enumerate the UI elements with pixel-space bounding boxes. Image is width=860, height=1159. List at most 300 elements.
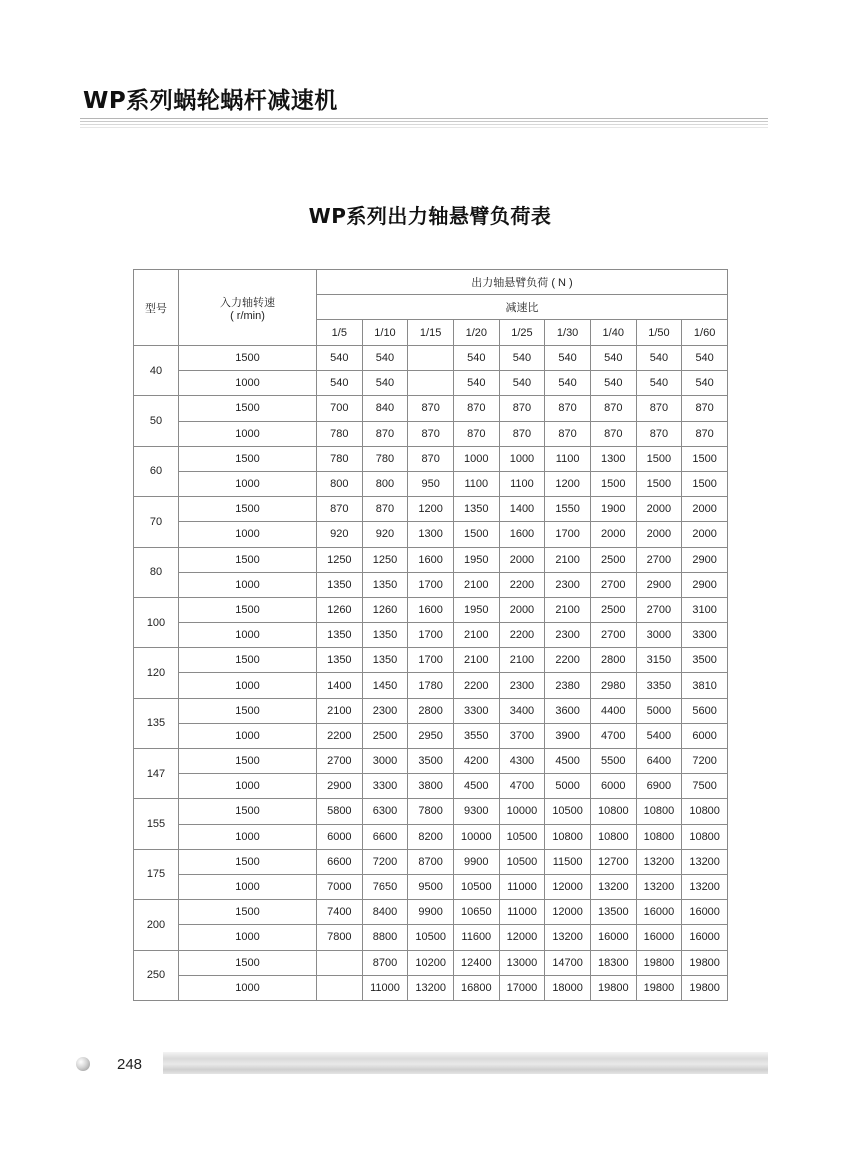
load-value-cell: 870 [453,396,499,421]
load-value-cell: 3000 [362,749,408,774]
load-value-cell: 2100 [317,698,363,723]
speed-cell: 1500 [179,950,317,975]
load-value-cell: 6000 [682,723,728,748]
load-value-cell: 3150 [636,648,682,673]
load-value-cell: 1200 [545,471,591,496]
load-value-cell: 800 [362,471,408,496]
footer-bar [163,1052,768,1074]
load-value-cell: 1350 [453,497,499,522]
load-value-cell: 2000 [499,547,545,572]
load-value-cell: 10650 [453,900,499,925]
load-value-cell: 1500 [682,471,728,496]
load-value-cell: 1260 [362,597,408,622]
ratio-header: 1/5 [317,320,363,346]
load-value-cell: 10000 [453,824,499,849]
table-row [134,471,728,496]
load-value-cell: 780 [362,446,408,471]
load-value-cell: 1100 [545,446,591,471]
load-value-cell: 2900 [636,572,682,597]
load-value-cell: 540 [453,371,499,396]
load-value-cell: 2200 [317,723,363,748]
ratio-header: 1/60 [682,320,728,346]
load-value-cell: 9900 [453,849,499,874]
load-value-cell: 3500 [408,749,454,774]
load-value-cell: 1780 [408,673,454,698]
load-value-cell: 1950 [453,547,499,572]
load-value-cell: 1300 [408,522,454,547]
load-value-cell: 1500 [590,471,636,496]
model-cell: 175 [134,849,179,899]
speed-cell: 1500 [179,497,317,522]
load-value-cell: 2100 [453,572,499,597]
load-value-cell: 4500 [545,749,591,774]
load-value-cell: 4500 [453,774,499,799]
load-value-cell: 2700 [636,547,682,572]
load-value-cell: 920 [317,522,363,547]
load-value-cell: 10800 [590,824,636,849]
load-value-cell: 700 [317,396,363,421]
load-value-cell: 870 [636,396,682,421]
load-value-cell: 1600 [499,522,545,547]
load-value-cell: 13200 [682,874,728,899]
load-value-cell: 540 [453,346,499,371]
load-value-cell: 8700 [362,950,408,975]
load-value-cell: 2300 [499,673,545,698]
load-value-cell: 1500 [636,446,682,471]
model-cell: 200 [134,900,179,950]
load-value-cell: 10800 [682,824,728,849]
load-value-cell: 870 [408,396,454,421]
model-cell: 147 [134,749,179,799]
load-value-cell: 19800 [590,975,636,1000]
table-row [134,824,728,849]
header-input-speed-unit: ( r/min) [230,309,265,322]
load-value-cell: 19800 [636,975,682,1000]
load-value-cell: 8700 [408,849,454,874]
table-row [134,874,728,899]
load-value-cell: 2700 [590,572,636,597]
load-value-cell: 540 [590,371,636,396]
load-value-cell: 1100 [453,471,499,496]
load-value-cell: 10800 [545,824,591,849]
speed-cell: 1000 [179,421,317,446]
load-value-cell: 1250 [362,547,408,572]
load-value-cell: 13200 [682,849,728,874]
load-value-cell: 5000 [636,698,682,723]
load-value-cell: 1450 [362,673,408,698]
load-value-cell: 13200 [408,975,454,1000]
speed-cell: 1500 [179,799,317,824]
load-value-cell: 13200 [545,925,591,950]
model-cell: 70 [134,497,179,547]
header-reduction-ratio: 减速比 [317,295,728,320]
load-value-cell: 3900 [545,723,591,748]
load-value-cell: 4200 [453,749,499,774]
speed-cell: 1000 [179,623,317,648]
load-value-cell: 2300 [545,623,591,648]
speed-cell: 1500 [179,346,317,371]
load-value-cell: 16000 [682,900,728,925]
load-value-cell: 1350 [362,623,408,648]
ratio-header: 1/20 [453,320,499,346]
load-value-cell: 7000 [317,874,363,899]
page-bullet-icon [76,1057,90,1071]
speed-cell: 1500 [179,849,317,874]
model-cell: 60 [134,446,179,496]
load-value-cell: 2700 [590,623,636,648]
load-value-cell: 18000 [545,975,591,1000]
load-value-cell: 3400 [499,698,545,723]
load-value-cell: 8200 [408,824,454,849]
table-row [134,371,728,396]
load-value-cell: 870 [317,497,363,522]
model-cell: 40 [134,346,179,396]
load-value-cell [408,371,454,396]
load-value-cell: 3550 [453,723,499,748]
load-value-cell: 800 [317,471,363,496]
load-value-cell: 2000 [590,522,636,547]
load-value-cell: 10800 [590,799,636,824]
load-value-cell: 5000 [545,774,591,799]
load-value-cell: 9900 [408,900,454,925]
load-value-cell: 19800 [682,950,728,975]
load-value-cell: 13000 [499,950,545,975]
load-value-cell: 13200 [636,849,682,874]
load-value-cell: 5500 [590,749,636,774]
load-value-cell: 1950 [453,597,499,622]
load-value-cell: 540 [682,346,728,371]
load-value-cell: 7400 [317,900,363,925]
load-value-cell: 3100 [682,597,728,622]
load-value-cell: 3300 [362,774,408,799]
load-value-cell: 3300 [453,698,499,723]
page-header-title: WP系列蜗轮蜗杆减速机 [83,88,338,114]
load-value-cell: 5400 [636,723,682,748]
load-value-cell: 540 [545,371,591,396]
load-value-cell: 540 [682,371,728,396]
load-value-cell: 6900 [636,774,682,799]
load-value-cell: 3800 [408,774,454,799]
load-value-cell: 6600 [317,849,363,874]
load-value-cell: 1500 [453,522,499,547]
load-value-cell: 3810 [682,673,728,698]
ratio-header: 1/10 [362,320,408,346]
load-value-cell: 1350 [317,623,363,648]
speed-cell: 1000 [179,874,317,899]
load-value-cell: 6300 [362,799,408,824]
load-value-cell: 16000 [636,925,682,950]
table-row [134,975,728,1000]
load-value-cell: 1300 [590,446,636,471]
load-value-cell: 10500 [453,874,499,899]
model-cell: 120 [134,648,179,698]
table-row [134,900,728,925]
table-row [134,925,728,950]
load-value-cell: 2300 [362,698,408,723]
model-cell: 100 [134,597,179,647]
load-value-cell: 540 [499,346,545,371]
speed-cell: 1500 [179,597,317,622]
load-value-cell: 19800 [636,950,682,975]
load-value-cell: 13200 [636,874,682,899]
model-cell: 250 [134,950,179,1001]
load-value-cell: 1000 [499,446,545,471]
load-value-cell: 2000 [636,497,682,522]
load-value-cell: 2800 [408,698,454,723]
load-value-cell: 540 [636,371,682,396]
load-value-cell: 11000 [499,874,545,899]
speed-cell: 1500 [179,396,317,421]
load-value-cell: 2500 [362,723,408,748]
load-value-cell: 870 [545,396,591,421]
load-value-cell: 17000 [499,975,545,1000]
table-row [134,648,728,673]
speed-cell: 1000 [179,471,317,496]
load-value-cell: 10800 [682,799,728,824]
load-value-cell: 540 [317,346,363,371]
overhung-load-table [133,269,728,1001]
load-value-cell: 1000 [453,446,499,471]
load-value-cell [408,346,454,371]
load-value-cell: 1700 [408,623,454,648]
speed-cell: 1000 [179,975,317,1000]
load-value-cell: 2900 [682,572,728,597]
load-value-cell: 870 [408,421,454,446]
load-value-cell: 10500 [408,925,454,950]
load-value-cell: 10500 [499,849,545,874]
load-value-cell: 12000 [499,925,545,950]
load-value-cell: 5600 [682,698,728,723]
load-value-cell: 7200 [362,849,408,874]
load-value-cell: 1700 [408,648,454,673]
load-value-cell: 540 [362,346,408,371]
speed-cell: 1500 [179,749,317,774]
load-value-cell: 16000 [636,900,682,925]
speed-cell: 1500 [179,900,317,925]
load-value-cell: 11000 [362,975,408,1000]
table-row [134,522,728,547]
load-value-cell: 870 [408,446,454,471]
load-value-cell: 1100 [499,471,545,496]
load-value-cell: 3350 [636,673,682,698]
load-value-cell: 2900 [317,774,363,799]
load-value-cell: 1260 [317,597,363,622]
load-value-cell: 870 [545,421,591,446]
load-value-cell: 2500 [590,547,636,572]
load-value-cell: 2500 [590,597,636,622]
table-row [134,421,728,446]
load-value-cell: 13500 [590,900,636,925]
speed-cell: 1500 [179,446,317,471]
table-row [134,799,728,824]
load-value-cell: 2900 [682,547,728,572]
load-value-cell: 870 [682,421,728,446]
load-value-cell: 870 [590,421,636,446]
load-value-cell: 780 [317,446,363,471]
load-value-cell: 18300 [590,950,636,975]
load-value-cell: 1700 [545,522,591,547]
table-row [134,446,728,471]
speed-cell: 1000 [179,673,317,698]
load-value-cell: 4700 [499,774,545,799]
load-value-cell: 7200 [682,749,728,774]
load-value-cell: 870 [362,421,408,446]
load-value-cell: 13200 [590,874,636,899]
load-value-cell: 870 [636,421,682,446]
load-value-cell: 1500 [682,446,728,471]
load-value-cell: 870 [682,396,728,421]
load-value-cell: 2700 [636,597,682,622]
table-row [134,849,728,874]
load-value-cell: 1350 [362,648,408,673]
speed-cell: 1500 [179,698,317,723]
model-cell: 50 [134,396,179,446]
load-value-cell: 870 [362,497,408,522]
table-row [134,723,728,748]
load-value-cell: 870 [590,396,636,421]
load-value-cell: 2200 [545,648,591,673]
load-value-cell: 2000 [499,597,545,622]
load-value-cell: 4700 [590,723,636,748]
load-value-cell: 16000 [590,925,636,950]
load-value-cell: 12000 [545,874,591,899]
load-value-cell: 2950 [408,723,454,748]
speed-cell: 1500 [179,547,317,572]
load-value-cell: 840 [362,396,408,421]
load-value-cell: 540 [317,371,363,396]
load-value-cell: 4400 [590,698,636,723]
load-value-cell: 2380 [545,673,591,698]
speed-cell: 1000 [179,572,317,597]
load-value-cell: 2100 [499,648,545,673]
ratio-header: 1/30 [545,320,591,346]
load-value-cell: 2800 [590,648,636,673]
speed-cell: 1000 [179,774,317,799]
load-value-cell: 14700 [545,950,591,975]
load-value-cell: 7650 [362,874,408,899]
load-value-cell: 780 [317,421,363,446]
load-value-cell: 10800 [636,799,682,824]
load-value-cell: 2100 [545,597,591,622]
load-value-cell: 950 [408,471,454,496]
load-value-cell: 2000 [682,522,728,547]
load-value-cell: 1350 [317,572,363,597]
load-value-cell: 1250 [317,547,363,572]
load-value-cell: 870 [499,396,545,421]
load-value-cell: 2700 [317,749,363,774]
load-value-cell [317,975,363,1000]
load-value-cell: 5800 [317,799,363,824]
load-value-cell: 10500 [545,799,591,824]
table-row [134,572,728,597]
load-value-cell: 1500 [636,471,682,496]
header-rule [80,118,768,130]
load-value-cell: 3700 [499,723,545,748]
load-value-cell: 1400 [499,497,545,522]
load-value-cell: 19800 [682,975,728,1000]
table-row [134,698,728,723]
table-row [134,950,728,975]
table-row [134,497,728,522]
load-value-cell: 540 [545,346,591,371]
load-value-cell: 1900 [590,497,636,522]
load-value-cell: 3300 [682,623,728,648]
load-value-cell: 11600 [453,925,499,950]
load-value-cell: 4300 [499,749,545,774]
table-row [134,673,728,698]
table-row [134,396,728,421]
ratio-header: 1/25 [499,320,545,346]
table-title: WP系列出力轴悬臂负荷表 [308,204,552,228]
load-value-cell: 2200 [499,572,545,597]
header-input-speed [179,270,317,346]
load-value-cell: 10800 [636,824,682,849]
model-cell: 155 [134,799,179,849]
load-value-cell: 7500 [682,774,728,799]
load-value-cell: 9300 [453,799,499,824]
load-value-cell: 540 [636,346,682,371]
table-row [134,346,728,371]
load-value-cell: 870 [453,421,499,446]
load-value-cell: 7800 [317,925,363,950]
load-value-cell: 2100 [545,547,591,572]
load-value-cell: 2100 [453,648,499,673]
load-value-cell: 540 [590,346,636,371]
ratio-header: 1/50 [636,320,682,346]
load-value-cell: 870 [499,421,545,446]
load-value-cell: 2000 [636,522,682,547]
header-overhung-load: 出力轴悬臂负荷 ( N ) [317,270,728,295]
load-value-cell: 8800 [362,925,408,950]
load-value-cell: 1700 [408,572,454,597]
ratio-header: 1/15 [408,320,454,346]
load-value-cell: 7800 [408,799,454,824]
load-value-cell: 16800 [453,975,499,1000]
table-row [134,774,728,799]
load-value-cell: 12400 [453,950,499,975]
model-cell: 135 [134,698,179,748]
model-cell: 80 [134,547,179,597]
load-value-cell: 2000 [682,497,728,522]
load-value-cell: 1350 [362,572,408,597]
load-value-cell: 11000 [499,900,545,925]
header-model: 型号 [134,270,179,346]
load-value-cell: 16000 [682,925,728,950]
load-value-cell: 1600 [408,547,454,572]
load-value-cell: 12700 [590,849,636,874]
speed-cell: 1000 [179,371,317,396]
load-value-cell: 3600 [545,698,591,723]
speed-cell: 1000 [179,522,317,547]
load-value-cell: 6000 [590,774,636,799]
speed-cell: 1000 [179,824,317,849]
load-value-cell: 6600 [362,824,408,849]
load-value-cell: 1200 [408,497,454,522]
load-value-cell: 11500 [545,849,591,874]
table-row [134,749,728,774]
load-value-cell: 1400 [317,673,363,698]
load-value-cell: 3500 [682,648,728,673]
page-number: 248 [117,1056,143,1073]
load-value-cell: 1350 [317,648,363,673]
load-value-cell: 6400 [636,749,682,774]
load-value-cell: 8400 [362,900,408,925]
speed-cell: 1000 [179,723,317,748]
table-row [134,547,728,572]
load-value-cell [317,950,363,975]
load-value-cell: 10200 [408,950,454,975]
load-value-cell: 2200 [453,673,499,698]
